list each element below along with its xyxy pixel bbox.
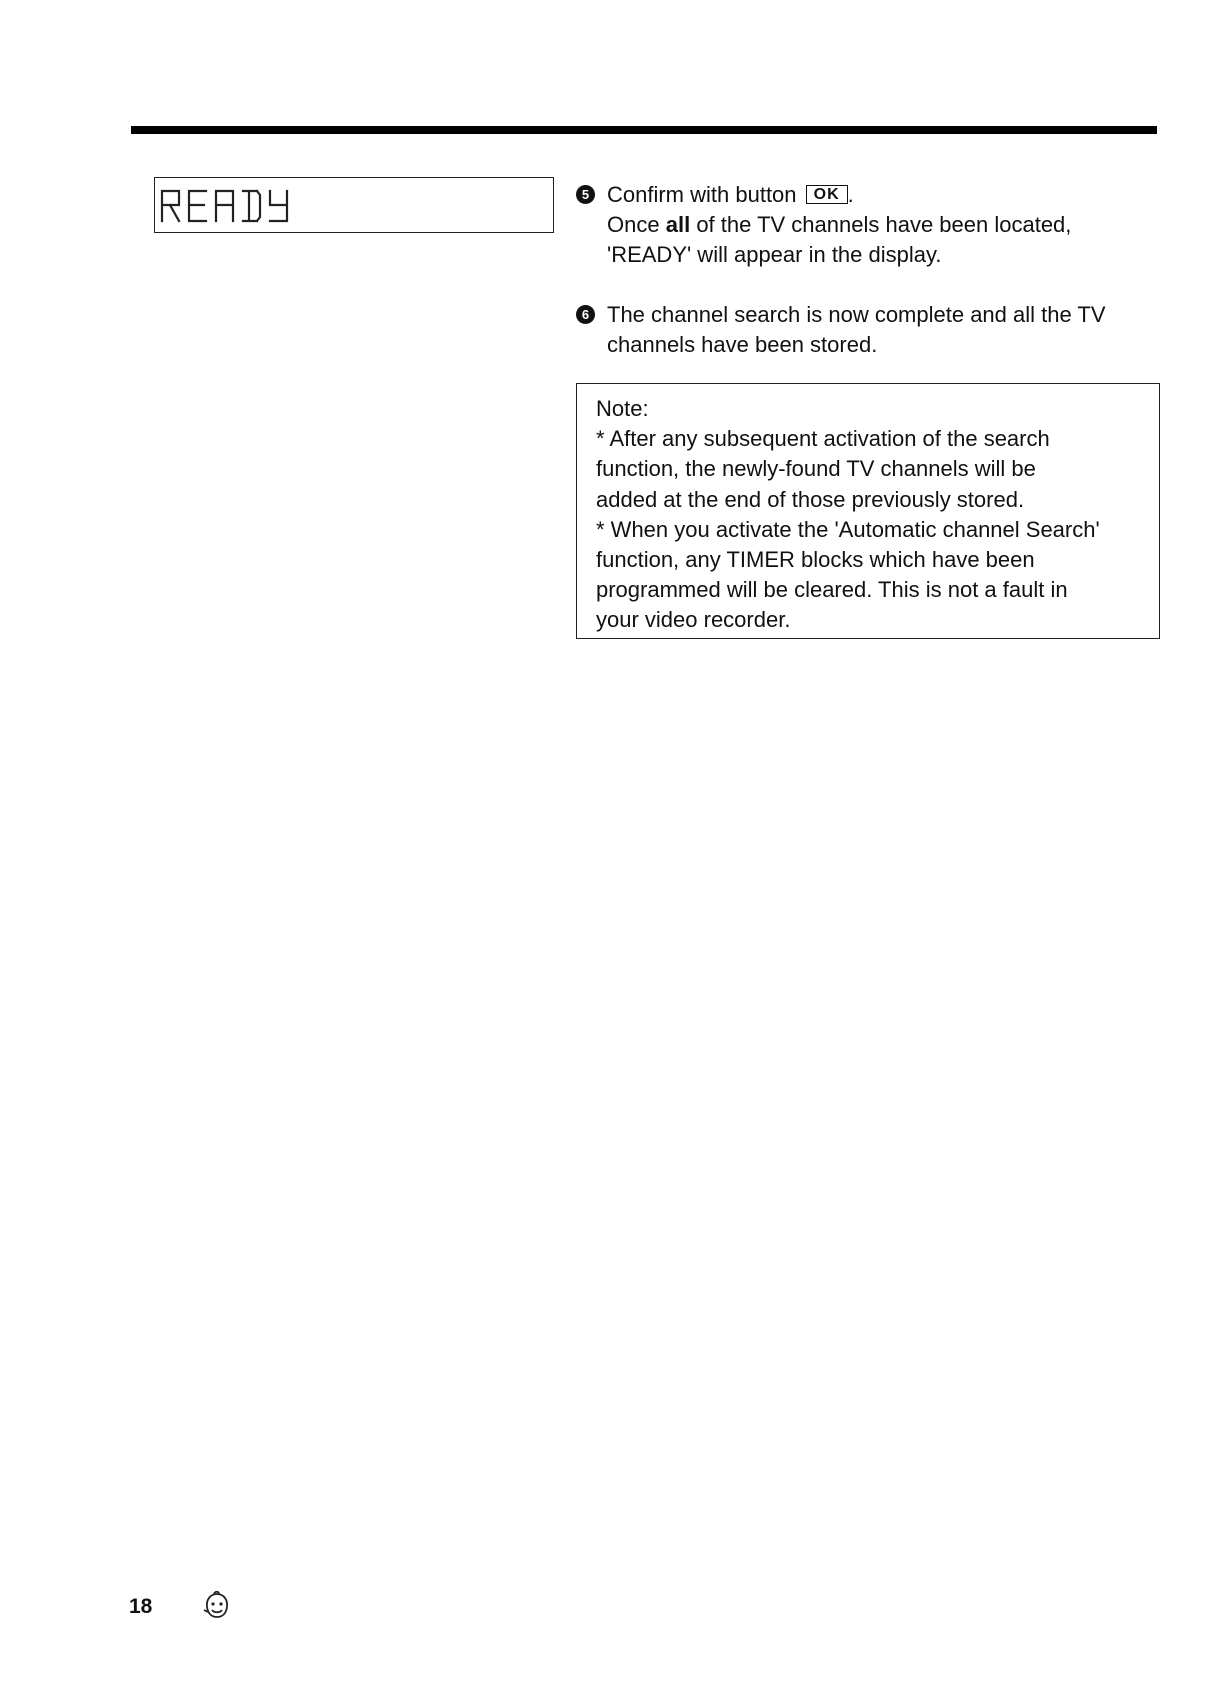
page-number: 18: [129, 1595, 153, 1618]
step-6-text: [607, 300, 1166, 360]
note-line: function, the newly-found TV channels will be: [596, 456, 1036, 482]
note-line: function, any TIMER blocks which have been: [596, 547, 1035, 573]
note-line: * After any subsequent activation of the search: [596, 426, 1050, 452]
ok-button-symbol: OK: [806, 185, 848, 204]
step-5-line-2: Once all of the TV channels have been located,: [607, 212, 1072, 237]
display-panel: [154, 177, 554, 233]
step-6-line-1: The channel search is now complete and all the TV: [607, 302, 1106, 327]
note-box: [576, 383, 1160, 639]
step-5-text: [607, 180, 1166, 270]
note-line: programmed will be cleared. This is not a fault in: [596, 577, 1068, 603]
step-number-badge: 5: [576, 185, 595, 204]
top-rule: [131, 126, 1157, 134]
step-number-badge: 6: [576, 305, 595, 324]
step-5-line-1: Confirm with button OK .: [607, 182, 854, 207]
step-5: [576, 180, 1166, 270]
step-6-line-2: channels have been stored.: [607, 332, 878, 357]
lcd-segment-text: [159, 187, 309, 227]
note-line: added at the end of those previously stored.: [596, 486, 1025, 512]
note-line: * When you activate the 'Automatic channel Search': [596, 516, 1100, 542]
note-line: your video recorder.: [596, 607, 791, 633]
child-face-icon: [201, 1590, 233, 1625]
step-5-line-3: 'READY' will appear in the display.: [607, 242, 942, 267]
step-6: [576, 300, 1166, 360]
note-title: Note:: [596, 396, 649, 421]
lcd-text-value: READY: [159, 226, 163, 227]
